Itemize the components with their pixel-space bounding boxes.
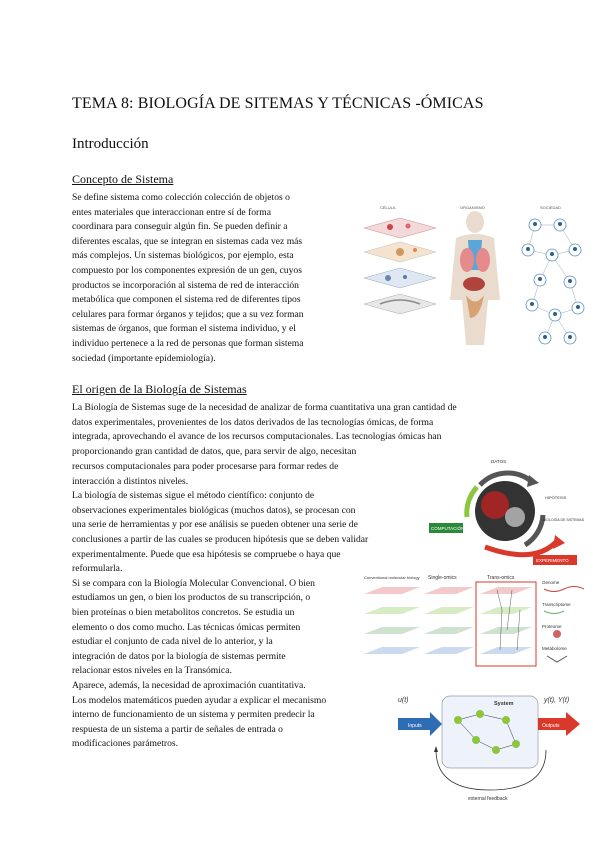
fig3-label-single-omics: Single-omics (428, 575, 457, 581)
transomics-comparison-figure (362, 572, 592, 667)
fig3-label-conventional: Conventional molecular biology (364, 575, 420, 580)
origen-full-line: datos experimentales, provenientes de los datos derivados de las tecnologías ómicas, de forma (72, 416, 434, 428)
concepto-line: compuesto por los componentes expresión de un gen, cuyos (72, 264, 302, 276)
section-heading-introduccion: Introducción (72, 136, 149, 152)
fig3-legend-proteome: Proteome (542, 624, 562, 629)
origen-paragraph-main (72, 460, 368, 752)
society-network-icon (522, 219, 584, 344)
origen-mid-line: recursos computacionales para poder procesarse para formar redes de (72, 461, 339, 472)
origen-mid-line: reformularla. (72, 563, 123, 575)
layer-stack-single-omics (424, 587, 474, 654)
fig3-legend-metabolome: Metabolome (542, 646, 567, 651)
layer-stack-conventional (364, 587, 420, 654)
origen-mid-line: conclusiones a partir de las cuales se producen hipótesis que se deben validar (72, 533, 369, 545)
fig3-label-trans-omics: Trans-omics (487, 575, 515, 581)
concepto-line: celulares para formar órganos y tejidos; que a su vez forman (72, 308, 304, 320)
fig2-label-biologia-sistemas: BIOLOGÍA DE SISTEMAS (543, 518, 585, 522)
origen-mid-line: una serie de herramientas y por ese análisis se pueden obtener una serie de (72, 519, 358, 531)
origen-mid-line: Los modelos matemáticos pueden ayudar a explicar el mecanismo (72, 694, 327, 706)
origen-mid-line: integración de datos por la biología de sistemas permite (72, 650, 286, 662)
origen-paragraph-full (72, 401, 457, 459)
origen-mid-line: La biología de sistemas sigue el método científico: conjunto de (72, 490, 315, 502)
origen-mid-line: observaciones experimentales biológicas (muchos datos), se procesan con (72, 504, 356, 516)
subheading-origen-biologia-sistemas: El origen de la Biología de Sistemas (72, 382, 247, 396)
fig2-label-datos: DATOS (491, 459, 507, 464)
origen-mid-line: interno de funcionamiento de un sistema y permiten predecir la (72, 709, 315, 721)
origen-mid-line: estudiamos un gen, o bien los productos de su transcripción, o (72, 592, 311, 604)
concepto-line: coordinara para conseguir algún fin. Se pueden definir a (72, 221, 288, 233)
system-model-figure (396, 690, 582, 802)
origen-mid-line: modificaciones parámetros. (72, 738, 179, 750)
fig4-label-u: u(t) (398, 697, 409, 704)
layer-stack-trans-omics (480, 587, 532, 654)
origen-mid-line: estudiar el conjunto de cada nivel de lo anterior, y la (72, 636, 273, 648)
concepto-line: Se define sistema como colección colección de objetos o (72, 192, 290, 203)
fig3-legend-genome: Genome (542, 580, 560, 585)
origen-full-line: integrada, aprovechando el avance de los recursos computacionales. Las tecnologías ómicas han (72, 431, 442, 443)
concepto-line: metabólica que componen el sistema red de diferentes tipos (72, 294, 301, 306)
concepto-line: individuo pertenece a la red de personas que forman sistema (72, 337, 304, 349)
concepto-line: entes materiales que interaccionan entre sí de forma (72, 206, 271, 218)
origen-full-line: La Biología de Sistemas suge de la necesidad de analizar de forma cuantitativa una gran cantidad de (72, 402, 457, 413)
subheading-concepto-sistema: Concepto de Sistema (72, 172, 174, 186)
origen-mid-line: Si se compara con la Biología Molecular Convencional. O bien (72, 577, 315, 589)
fig4-label-feedback: external feedback (468, 796, 508, 802)
concepto-line: productos se incorporación al sistema de red de interacción (72, 279, 299, 291)
origen-mid-line: experimentalmente. Puede que esa hipótesis se compruebe o haya que (72, 548, 341, 560)
origen-mid-line: elemento o dos como mucho. Las técnicas ómicas permiten (72, 621, 301, 633)
fig2-label-hipotesis: HIPÓTESIS (545, 495, 567, 500)
system-box (442, 696, 538, 768)
cell-layers-icon (364, 218, 436, 314)
origen-mid-line: interacción a distintos niveles. (72, 475, 189, 487)
concepto-paragraph (72, 191, 304, 366)
origen-mid-line: relacionar estos niveles en la Transómica. (72, 665, 232, 677)
fig3-legend-transcriptome: Transcriptome (542, 602, 571, 607)
cycle-arrow-bottom (485, 541, 557, 555)
fig1-label-sociedad: SOCIEDAD (540, 205, 561, 210)
concepto-line: sociedad (importante epidemiología). (72, 352, 216, 364)
systems-scales-figure (360, 200, 592, 350)
fig2-label-experimento: EXPERIMENTO (536, 558, 569, 563)
concepto-line: sistemas de órganos, que forman el sistema individuo, y el (72, 323, 296, 335)
concepto-line: más complejos. Un sistemas biológicos, por ejemplo, esta (72, 250, 294, 262)
fig4-label-y: y(t), Y(t) (544, 697, 570, 704)
fig4-label-system: System (494, 701, 514, 707)
fig4-label-outputs: Outputs (542, 723, 560, 729)
human-body-icon (450, 211, 500, 345)
concepto-line: diferentes escalas, que se integran en sistemas cada vez más (72, 235, 303, 247)
fig2-label-computacion: COMPUTACIÓN (431, 526, 465, 531)
scientific-method-cycle-figure (425, 455, 587, 573)
fig1-label-celula: CÉLULA (380, 205, 396, 210)
fig1-label-organismo: ORGANISMO (460, 205, 485, 210)
origen-mid-line: Aparece, además, la necesidad de aproximación cuantitativa. (72, 679, 306, 691)
origen-full-line: proporcionando gran cantidad de datos, que, para servir de algo, necesitan (72, 445, 357, 457)
fig4-label-inputs: Inputs (408, 723, 422, 729)
origen-mid-line: respuesta de un sistema a partir de señales de entrada o (72, 723, 283, 735)
origen-mid-line: bien proteínas o bien metabolitos concretos. Se estudia un (72, 606, 295, 618)
document-title: TEMA 8: BIOLOGÍA DE SITEMAS Y TÉCNICAS -ÓMICAS (72, 95, 484, 112)
